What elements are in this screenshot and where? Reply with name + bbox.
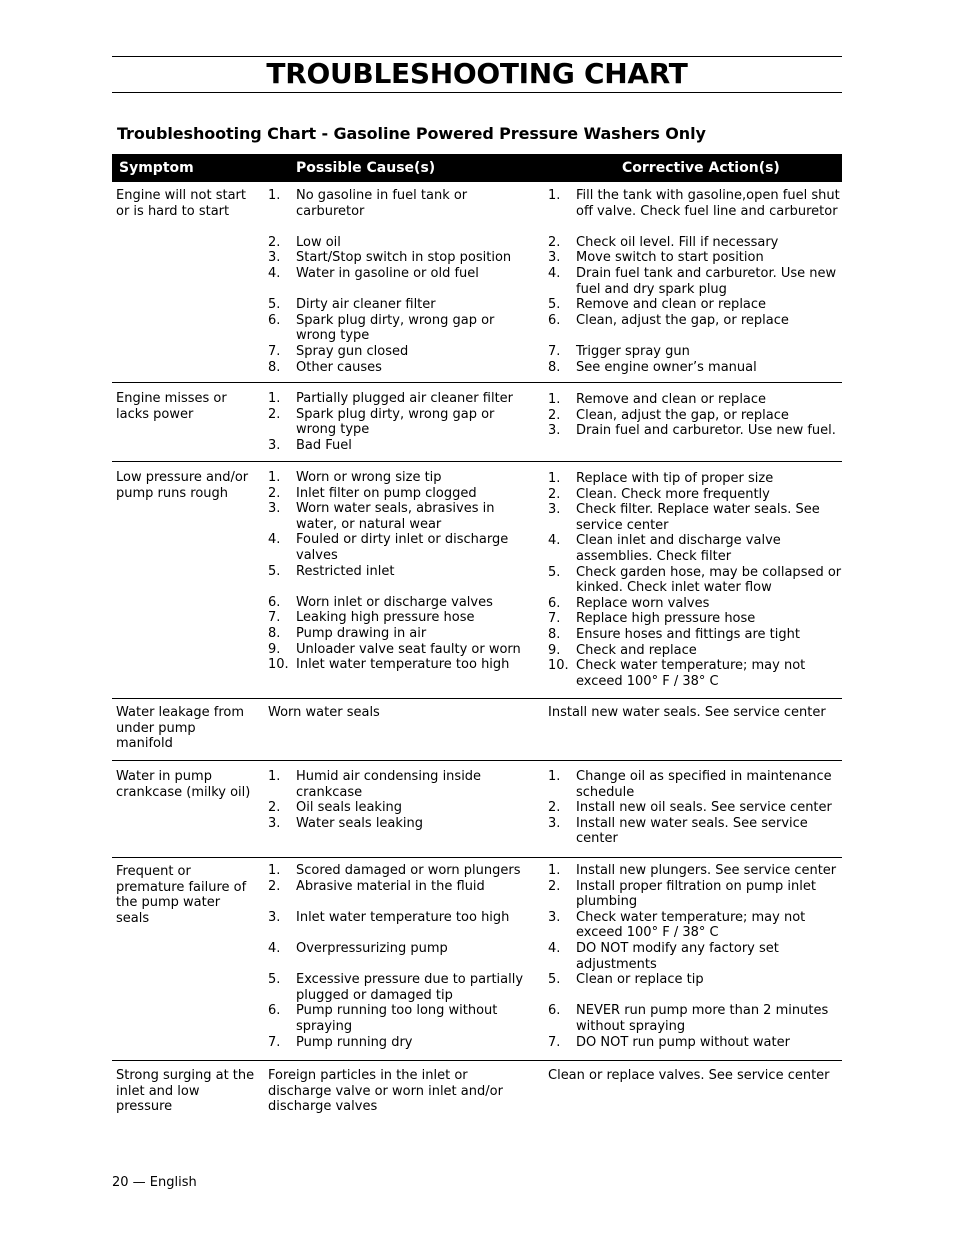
list-item-text: Clean. Check more frequently: [576, 486, 770, 502]
list-item-text: Bad Fuel: [296, 437, 352, 453]
list-item-number: 4.: [268, 941, 281, 956]
list-item-text: Replace high pressure hose: [576, 611, 756, 627]
list-item-number: 6.: [268, 312, 281, 328]
list-item-text: Water seals leaking: [296, 815, 424, 831]
list-item-number: 1.: [268, 863, 281, 878]
table-row: [112, 383, 842, 462]
list-item-text: See engine owner’s manual: [576, 359, 757, 375]
list-item-text: Clean inlet and discharge valve assemblies. Check filter: [576, 533, 781, 564]
list-item-text: Check oil level. Fill if necessary: [576, 234, 779, 250]
list-item-number: 3.: [548, 250, 561, 266]
list-item-text: Worn inlet or discharge valves: [296, 594, 493, 610]
list-item-number: 2.: [548, 407, 561, 423]
list-item-text: Inlet water temperature too high: [296, 657, 510, 673]
list-item-text: Worn water seals, abrasives in water, or natural wear: [296, 501, 495, 532]
cause-cell-text: Worn water seals: [268, 705, 380, 720]
troubleshooting-table: [112, 182, 842, 1131]
list-item-number: 1.: [268, 470, 281, 485]
list-item-number: 7.: [548, 344, 561, 359]
symptom-cell: Water leakage from under pump manifold: [116, 705, 245, 752]
list-item-text: Change oil as specified in maintenance schedule: [576, 769, 832, 800]
list-item-number: 2.: [268, 234, 281, 250]
list-item-number: 5.: [268, 972, 281, 988]
list-item-number: 3.: [548, 815, 561, 831]
list-item-number: 3.: [268, 250, 281, 266]
list-item-text: Pump running too long without spraying: [296, 1003, 498, 1034]
list-item-text: Leaking high pressure hose: [296, 610, 475, 626]
list-item-text: No gasoline in fuel tank or carburetor: [296, 188, 468, 219]
title-underline-rule: [112, 92, 842, 93]
list-item-number: 4.: [548, 533, 561, 549]
list-item-number: 3.: [548, 423, 561, 439]
list-item-text: Replace worn valves: [576, 595, 710, 611]
list-item-number: 6.: [268, 1003, 281, 1019]
table-header: [112, 154, 842, 182]
symptom-cell: Strong surging at the inlet and low pressure: [116, 1068, 255, 1115]
list-item-number: 1.: [548, 188, 561, 203]
list-item-text: Pump running dry: [296, 1034, 413, 1050]
list-item-number: 4.: [548, 941, 561, 956]
list-item-text: Low oil: [296, 234, 341, 250]
list-item-text: Check filter. Replace water seals. See service center: [576, 502, 820, 533]
list-item-text: Install new oil seals. See service center: [576, 800, 832, 816]
list-item-text: DO NOT run pump without water: [576, 1034, 790, 1050]
list-item-number: 7.: [268, 1034, 281, 1050]
list-item-number: 8.: [548, 359, 561, 375]
list-item-number: 1.: [548, 471, 561, 486]
list-item-number: 7.: [268, 610, 281, 626]
list-item-number: 8.: [548, 627, 561, 642]
list-item-text: Spark plug dirty, wrong gap or wrong type: [296, 406, 495, 438]
list-item-number: 6.: [268, 594, 281, 610]
list-item-text: Start/Stop switch in stop position: [296, 250, 512, 266]
list-item-text: Install new water seals. See service center: [576, 815, 808, 847]
list-item-number: 2.: [548, 486, 561, 502]
list-item-text: Humid air condensing inside crankcase: [296, 769, 482, 800]
list-item-text: Move switch to start position: [576, 250, 764, 266]
list-item-number: 4.: [548, 266, 561, 281]
table-row: [112, 462, 842, 699]
list-item-text: Restricted inlet: [296, 563, 395, 579]
list-item-number: 2.: [268, 406, 281, 422]
list-item-number: 1.: [548, 392, 561, 407]
list-item-number: 5.: [548, 564, 561, 580]
list-item-number: 4.: [268, 532, 281, 548]
list-item-number: 1.: [548, 769, 561, 784]
symptom-cell: Frequent or premature failure of the pump water seals: [116, 864, 247, 926]
list-item-number: 1.: [268, 769, 281, 784]
list-item-text: Oil seals leaking: [296, 800, 403, 816]
list-item-number: 7.: [268, 344, 281, 359]
symptom-cell: Low pressure and/or pump runs rough: [116, 470, 249, 501]
list-item-number: 1.: [548, 863, 561, 878]
list-item-text: Other causes: [296, 359, 382, 375]
symptom-cell: Water in pump crankcase (milky oil): [116, 769, 251, 800]
list-item-text: Install proper filtration on pump inlet plumbing: [576, 878, 816, 910]
list-item-number: 1.: [268, 391, 281, 406]
list-item-text: Inlet water temperature too high: [296, 909, 510, 925]
list-item-number: 5.: [268, 563, 281, 579]
column-header-symptom: Symptom: [119, 160, 194, 176]
list-item-text: Overpressurizing pump: [296, 941, 448, 956]
list-item-number: 2.: [548, 234, 561, 250]
list-item-number: 6.: [548, 312, 561, 328]
section-title: Troubleshooting Chart - Gasoline Powered Pressure Washers Only: [117, 124, 706, 143]
list-item-number: 3.: [268, 501, 281, 517]
list-item-text: Clean, adjust the gap, or replace: [576, 312, 789, 328]
list-item-text: Water in gasoline or old fuel: [296, 266, 479, 281]
page-footer: 20 — English: [112, 1175, 197, 1190]
list-item-number: 10.: [548, 658, 569, 674]
list-item-number: 3.: [548, 909, 561, 925]
list-item-text: Remove and clean or replace: [576, 392, 767, 407]
list-item-text: Clean or replace tip: [576, 972, 704, 988]
table-row: [112, 1061, 842, 1131]
list-item-number: 3.: [548, 502, 561, 518]
list-item-number: 2.: [268, 800, 281, 816]
list-item-number: 10.: [268, 657, 289, 673]
list-item-number: 3.: [268, 909, 281, 925]
table-row: [112, 858, 842, 1061]
list-item-text: Inlet filter on pump clogged: [296, 485, 477, 501]
list-item-text: Check and replace: [576, 642, 697, 658]
cause-cell-text: Foreign particles in the inlet or discharge valve or worn inlet and/or discharge valves: [268, 1068, 503, 1115]
list-item-number: 1.: [268, 188, 281, 203]
list-item-number: 2.: [268, 878, 281, 894]
column-header-cause: Possible Cause(s): [296, 160, 436, 176]
list-item-text: Install new plungers. See service center: [576, 863, 837, 878]
list-item-text: NEVER run pump more than 2 minutes without spraying: [576, 1003, 829, 1034]
table-row: [112, 699, 842, 761]
list-item-text: Drain fuel tank and carburetor. Use new fuel and dry spark plug: [576, 266, 837, 297]
list-item-number: 9.: [268, 641, 281, 657]
list-item-number: 3.: [268, 437, 281, 453]
list-item-text: Replace with tip of proper size: [576, 471, 774, 486]
list-item-text: Excessive pressure due to partially plugged or damaged tip: [296, 972, 524, 1003]
list-item-text: Check water temperature; may not exceed 100° F / 38° C: [576, 909, 806, 941]
table-row: [112, 761, 842, 858]
list-item-text: Worn or wrong size tip: [296, 470, 442, 485]
list-item-text: Fouled or dirty inlet or discharge valves: [296, 532, 509, 563]
list-item-text: Unloader valve seat faulty or worn: [296, 641, 521, 657]
list-item-text: Scored damaged or worn plungers: [296, 863, 521, 878]
list-item-number: 7.: [548, 611, 561, 627]
list-item-number: 6.: [548, 1003, 561, 1019]
list-item-number: 5.: [548, 297, 561, 313]
list-item-text: Check garden hose, may be collapsed or kinked. Check inlet water flow: [576, 564, 842, 596]
list-item-number: 8.: [268, 626, 281, 641]
list-item-number: 5.: [268, 297, 281, 313]
list-item-text: Pump drawing in air: [296, 626, 427, 641]
page-title: TROUBLESHOOTING CHART: [266, 57, 688, 90]
column-header-action: Corrective Action(s): [622, 160, 780, 176]
list-item-number: 2.: [548, 800, 561, 816]
list-item-text: Clean, adjust the gap, or replace: [576, 407, 789, 423]
list-item-text: Trigger spray gun: [576, 344, 690, 359]
list-item-number: 6.: [548, 595, 561, 611]
list-item-number: 2.: [548, 878, 561, 894]
list-item-number: 8.: [268, 359, 281, 375]
list-item-number: 7.: [548, 1034, 561, 1050]
list-item-number: 5.: [548, 972, 561, 988]
list-item-number: 9.: [548, 642, 561, 658]
list-item-text: Remove and clean or replace: [576, 297, 767, 313]
list-item-number: 3.: [268, 815, 281, 831]
list-item-number: 2.: [268, 485, 281, 501]
list-item-text: Ensure hoses and fittings are tight: [576, 627, 800, 642]
list-item-text: Abrasive material in the fluid: [296, 878, 485, 894]
table-row: [112, 182, 842, 383]
list-item-text: Check water temperature; may not exceed 100° F / 38° C: [576, 658, 806, 689]
list-item-text: Spray gun closed: [296, 344, 409, 359]
list-item-text: Spark plug dirty, wrong gap or wrong type: [296, 312, 495, 344]
symptom-cell: Engine will not start or is hard to start: [116, 188, 246, 219]
list-item-text: Drain fuel and carburetor. Use new fuel.: [576, 423, 836, 439]
symptom-cell: Engine misses or lacks power: [116, 391, 227, 422]
action-cell-text: Clean or replace valves. See service center: [548, 1068, 830, 1083]
list-item-number: 4.: [268, 266, 281, 281]
action-cell-text: Install new water seals. See service center: [548, 705, 826, 720]
list-item-text: Partially plugged air cleaner filter: [296, 391, 514, 406]
list-item-text: Dirty air cleaner filter: [296, 297, 436, 313]
list-item-text: DO NOT modify any factory set adjustments: [576, 941, 779, 972]
list-item-text: Fill the tank with gasoline,open fuel shut off valve. Check fuel line and carburetor: [576, 188, 840, 219]
